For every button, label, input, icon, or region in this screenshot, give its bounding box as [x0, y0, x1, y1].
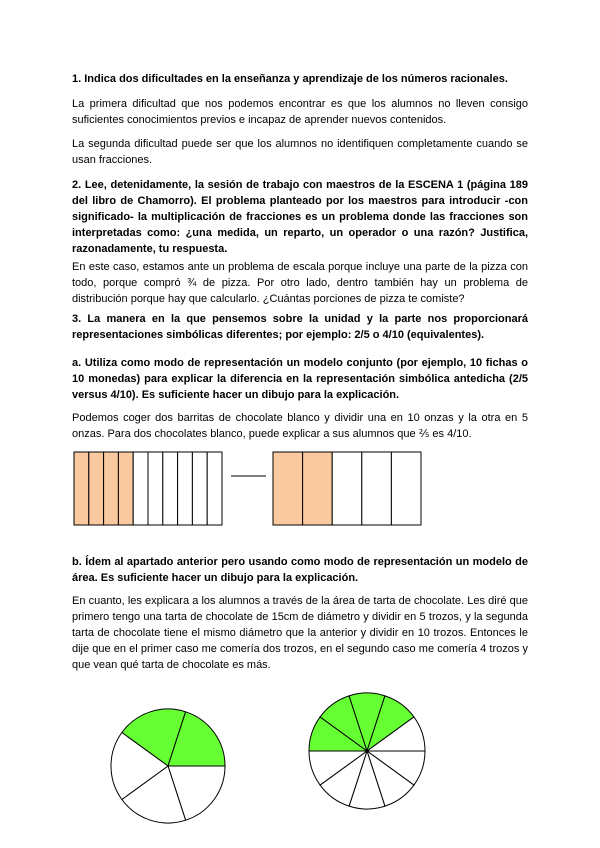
q3a-answer: Podemos coger dos barritas de chocolate blanco y dividir una en 10 onzas y la otra en 5 onzas. Para dos chocolates blanco, puede explicar a sus alumnos que ⅖ es 4/10. — [72, 412, 528, 440]
q3a-heading: a. Utiliza como modo de representación un modelo conjunto (por ejemplo, 10 fichas o 10 monedas) para explicar la diferencia en la representación simbólica antedicha (2/5 versus 4/10). Es suficiente hacer un dibujo para la explicación. — [72, 357, 528, 401]
right-cake-pie — [309, 693, 425, 809]
q3b-answer: En cuanto, les explicara a los alumnos a través de la área de tarta de chocolate. Les diré que primero tengo una tarta de chocolate de 15cm de diámetro y dividir en 5 trozos, y la segunda tarta de chocolate tiene el mismo diámetro que la anterior y dividir en 10 trozos. Entonces le dije que en el primer caso me comería dos trozos, en el segundo caso me comería 4 trozos y que vean qué tarta de chocolate es más. — [72, 595, 528, 671]
q2-heading: 2. Lee, detenidamente, la sesión de trabajo con maestros de la ESCENA 1 (página 189 del libro de Chamorro). El problema planteado por los maestros para introducir -con significado- la multiplicación de fracciones es un problema donde las fracciones son interpretadas como: ¿una medida, un reparto, un operador o una razón? Justifica, razonadamente, tu respuesta. — [72, 179, 528, 255]
q2-answer: En este caso, estamos ante un problema de escala porque incluye una parte de la pizza con todo, porque compró ¾ de pizza. Por otro lado, dentro también hay un problema de distribución porque hay que calcularlo. ¿Cuántas porciones de pizza te comiste? — [72, 261, 528, 305]
q3b-heading: b. Ídem al apartado anterior pero usando como modo de representación un modelo de área. Es suficiente hacer un dibujo para la explicación. — [72, 556, 528, 584]
left-cake-pie — [111, 709, 225, 823]
q1-heading: 1. Indica dos dificultades en la enseñanza y aprendizaje de los números racionales. — [72, 73, 508, 85]
q1-answer-first: La primera dificultad que nos podemos encontrar es que los alumnos no lleven consigo suficientes conocimientos previos e incapaz de aprender nuevos contenidos. — [72, 98, 528, 126]
q3-heading: 3. La manera en la que pensemos sobre la unidad y la parte nos proporcionará representaciones simbólicas diferentes; por ejemplo: 2/5 o 4/10 (equivalentes). — [72, 313, 528, 341]
q1-answer-second: La segunda dificultad puede ser que los alumnos no identifiquen completamente cuando se usan fracciones. — [72, 138, 528, 166]
